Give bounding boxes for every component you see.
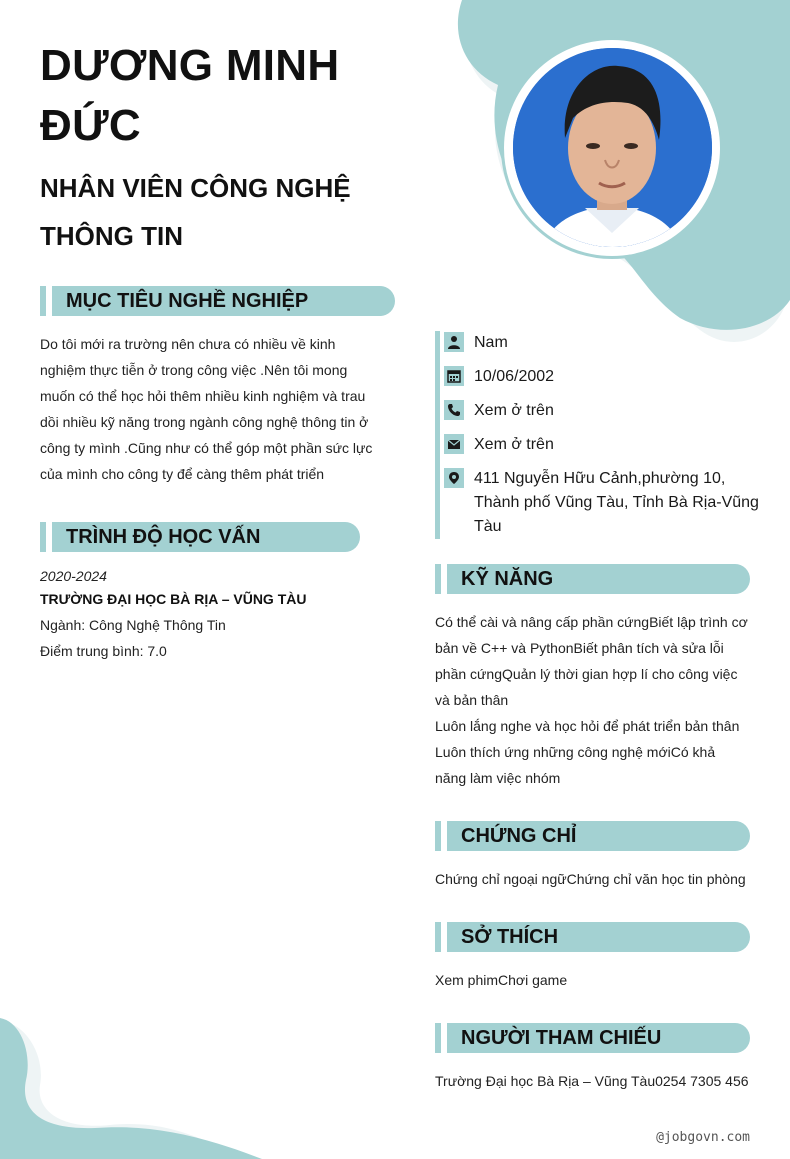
skills-text-2: Luôn lắng nghe và học hỏi để phát triển bản thân Luôn thích ứng những công nghệ mớiCó khả năng làm việc nhóm: [435, 718, 740, 786]
section-title: CHỨNG CHỈ: [447, 821, 750, 851]
info-row-birthday: [444, 365, 764, 389]
section-accent-bar: [435, 1023, 441, 1053]
education-major: Ngành: Công Nghệ Thông Tin: [40, 617, 226, 633]
education-school: TRƯỜNG ĐẠI HỌC BÀ RỊA – VŨNG TÀU: [40, 591, 307, 607]
section-header-references: [435, 1023, 750, 1053]
section-title: KỸ NĂNG: [447, 564, 750, 594]
phone-icon: [444, 400, 464, 420]
section-header-certificates: [435, 821, 750, 851]
section-title: SỞ THÍCH: [447, 922, 750, 952]
references-text: Trường Đại học Bà Rịa – Vũng Tàu0254 7305 456: [435, 1073, 749, 1089]
address-value: 411 Nguyễn Hữu Cảnh,phường 10, Thành phố Vũng Tàu, Tỉnh Bà Rịa-Vũng Tàu: [474, 470, 759, 535]
section-title: NGƯỜI THAM CHIẾU: [447, 1023, 750, 1053]
candidate-name: DƯƠNG MINH ĐỨC: [40, 41, 340, 150]
section-accent-bar: [40, 522, 46, 552]
section-accent-bar: [435, 564, 441, 594]
location-pin-icon: [444, 468, 464, 488]
gender-value: Nam: [474, 334, 508, 351]
phone-value: Xem ở trên: [474, 402, 554, 419]
section-title: TRÌNH ĐỘ HỌC VẤN: [52, 522, 360, 552]
section-accent-bar: [435, 922, 441, 952]
job-title: NHÂN VIÊN CÔNG NGHỆ THÔNG TIN: [40, 173, 351, 251]
section-header-education: [40, 522, 360, 552]
portrait-illustration: [513, 48, 712, 247]
skills-text: Có thể cài và nâng cấp phần cứngBiết lập trình cơ bản về C++ và PythonBiết phân tích và sửa lỗi phần cứngQuản lý thời gian hợp lí cho công việc và bản thân: [435, 614, 748, 708]
mail-icon: [444, 434, 464, 454]
certificates-text: Chứng chỉ ngoại ngữChứng chỉ văn học tin phòng: [435, 871, 746, 887]
info-row-gender: [444, 331, 764, 355]
calendar-icon: [444, 366, 464, 386]
section-accent-bar: [435, 821, 441, 851]
info-accent-bar: [435, 331, 440, 539]
info-row-address: [444, 467, 764, 539]
info-row-phone: [444, 399, 764, 423]
email-value: Xem ở trên: [474, 436, 554, 453]
section-accent-bar: [40, 286, 46, 316]
birthday-value: 10/06/2002: [474, 368, 555, 385]
avatar: [513, 48, 712, 247]
section-header-objective: [40, 286, 395, 316]
education-years: 2020-2024: [40, 568, 107, 584]
watermark: @jobgovn.com: [656, 1130, 750, 1145]
section-header-hobbies: [435, 922, 750, 952]
section-header-skills: [435, 564, 750, 594]
education-gpa: Điểm trung bình: 7.0: [40, 643, 167, 659]
hobbies-text: Xem phimChơi game: [435, 972, 568, 988]
objective-text: Do tôi mới ra trường nên chưa có nhiều về kinh nghiệm thực tiễn ở trong công việc .Nên tôi mong muốn có thể học hỏi thêm nhiều kinh nghiệm và trau dồi nhiều kỹ năng trong ngành công nghệ thông tin ở công ty mình .Cũng như có thể góp một phần sức lực của mình cho công ty để càng thêm phát triển: [40, 336, 373, 482]
section-title: MỤC TIÊU NGHỀ NGHIỆP: [52, 286, 395, 316]
user-icon: [444, 332, 464, 352]
info-row-email: [444, 433, 764, 457]
